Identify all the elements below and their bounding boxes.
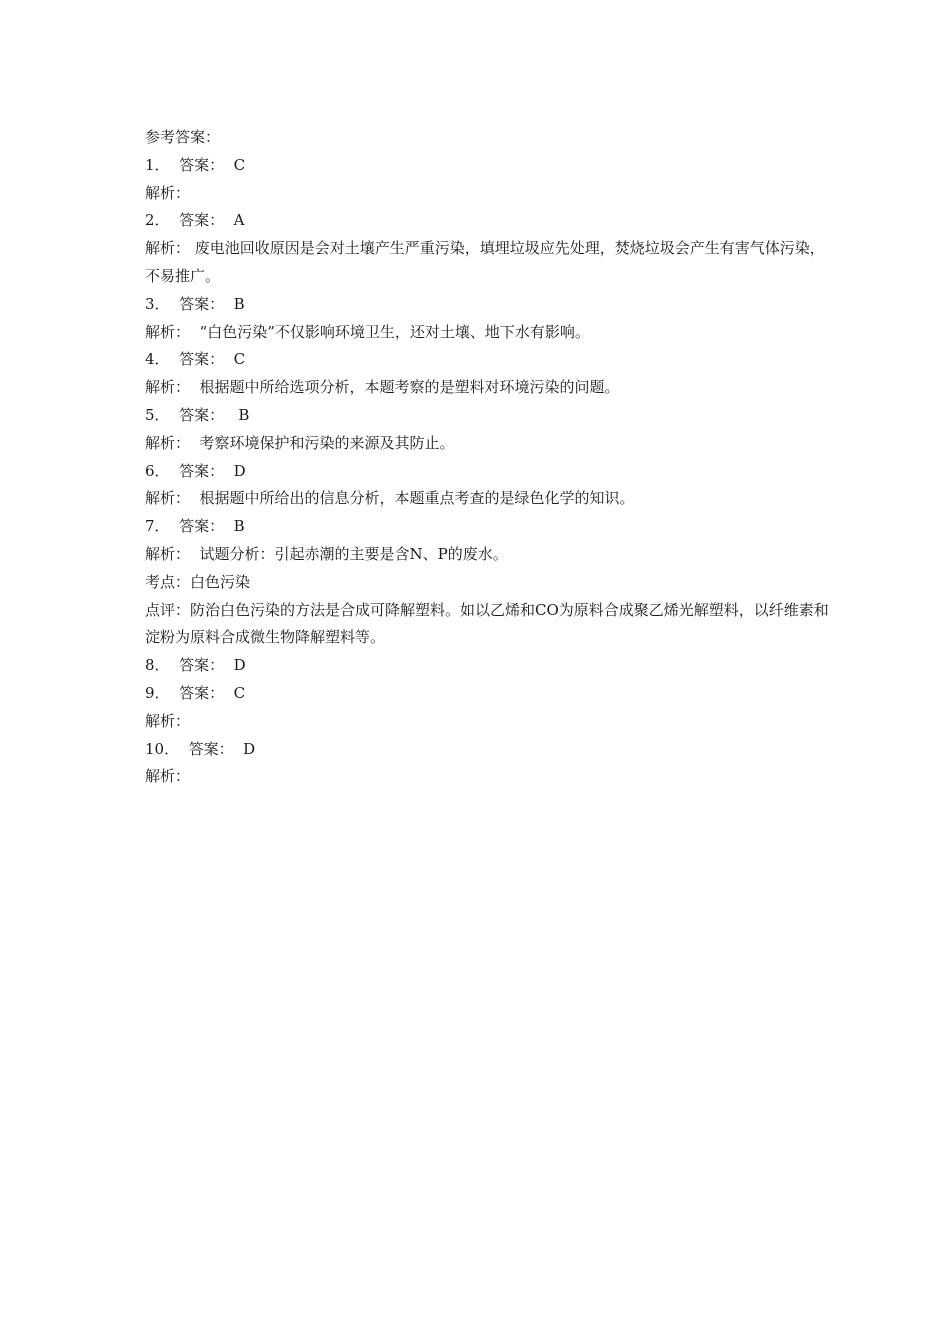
answer-6: 6． 答案： D xyxy=(145,461,246,480)
analysis-10: 解析： xyxy=(145,767,191,786)
answer-3: 3． 答案： B xyxy=(145,294,245,313)
analysis-6: 解析： 根据题中所给出的信息分析，本题重点考查的是绿色化学的知识。 xyxy=(145,489,635,508)
answer-2: 2． 答案： A xyxy=(145,211,245,230)
dianping-note: 点评：防治白色污染的方法是合成可降解塑料。如以乙烯和CO为原料合成聚乙烯光解塑料，以纤维素和淀粉为原料合成微生物降解塑料等。 xyxy=(145,600,829,647)
analysis-3: 解析： “白色污染”不仅影响环境卫生，还对土壤、地下水有影响。 xyxy=(145,322,590,341)
answer-9: 9． 答案： C xyxy=(145,683,246,702)
answer-key-document xyxy=(145,124,835,791)
analysis-5: 解析： 考察环境保护和污染的来源及其防止。 xyxy=(145,433,455,452)
analysis-9: 解析： xyxy=(145,711,191,730)
answer-10: 10． 答案： D xyxy=(145,739,256,758)
analysis-2: 解析： 废电池回收原因是会对土壤产生严重污染，填埋垃圾应先处理，焚烧垃圾会产生有害气体污染，不易推广。 xyxy=(145,239,825,285)
analysis-7: 解析： 试题分析：引起赤潮的主要是含N、P的废水。 xyxy=(145,544,508,563)
answer-5: 5． 答案： B xyxy=(145,405,250,424)
answer-7: 7． 答案： B xyxy=(145,517,245,536)
analysis-4: 解析： 根据题中所给选项分析，本题考察的是塑料对环境污染的问题。 xyxy=(145,378,620,397)
answer-1: 1． 答案： C xyxy=(145,155,246,174)
answer-8: 8． 答案： D xyxy=(145,656,246,675)
answer-4: 4． 答案： C xyxy=(145,350,246,369)
analysis-1: 解析： xyxy=(145,183,191,202)
answer-key-header: 参考答案： xyxy=(145,128,221,146)
kaodian-note: 考点：白色污染 xyxy=(145,572,251,591)
